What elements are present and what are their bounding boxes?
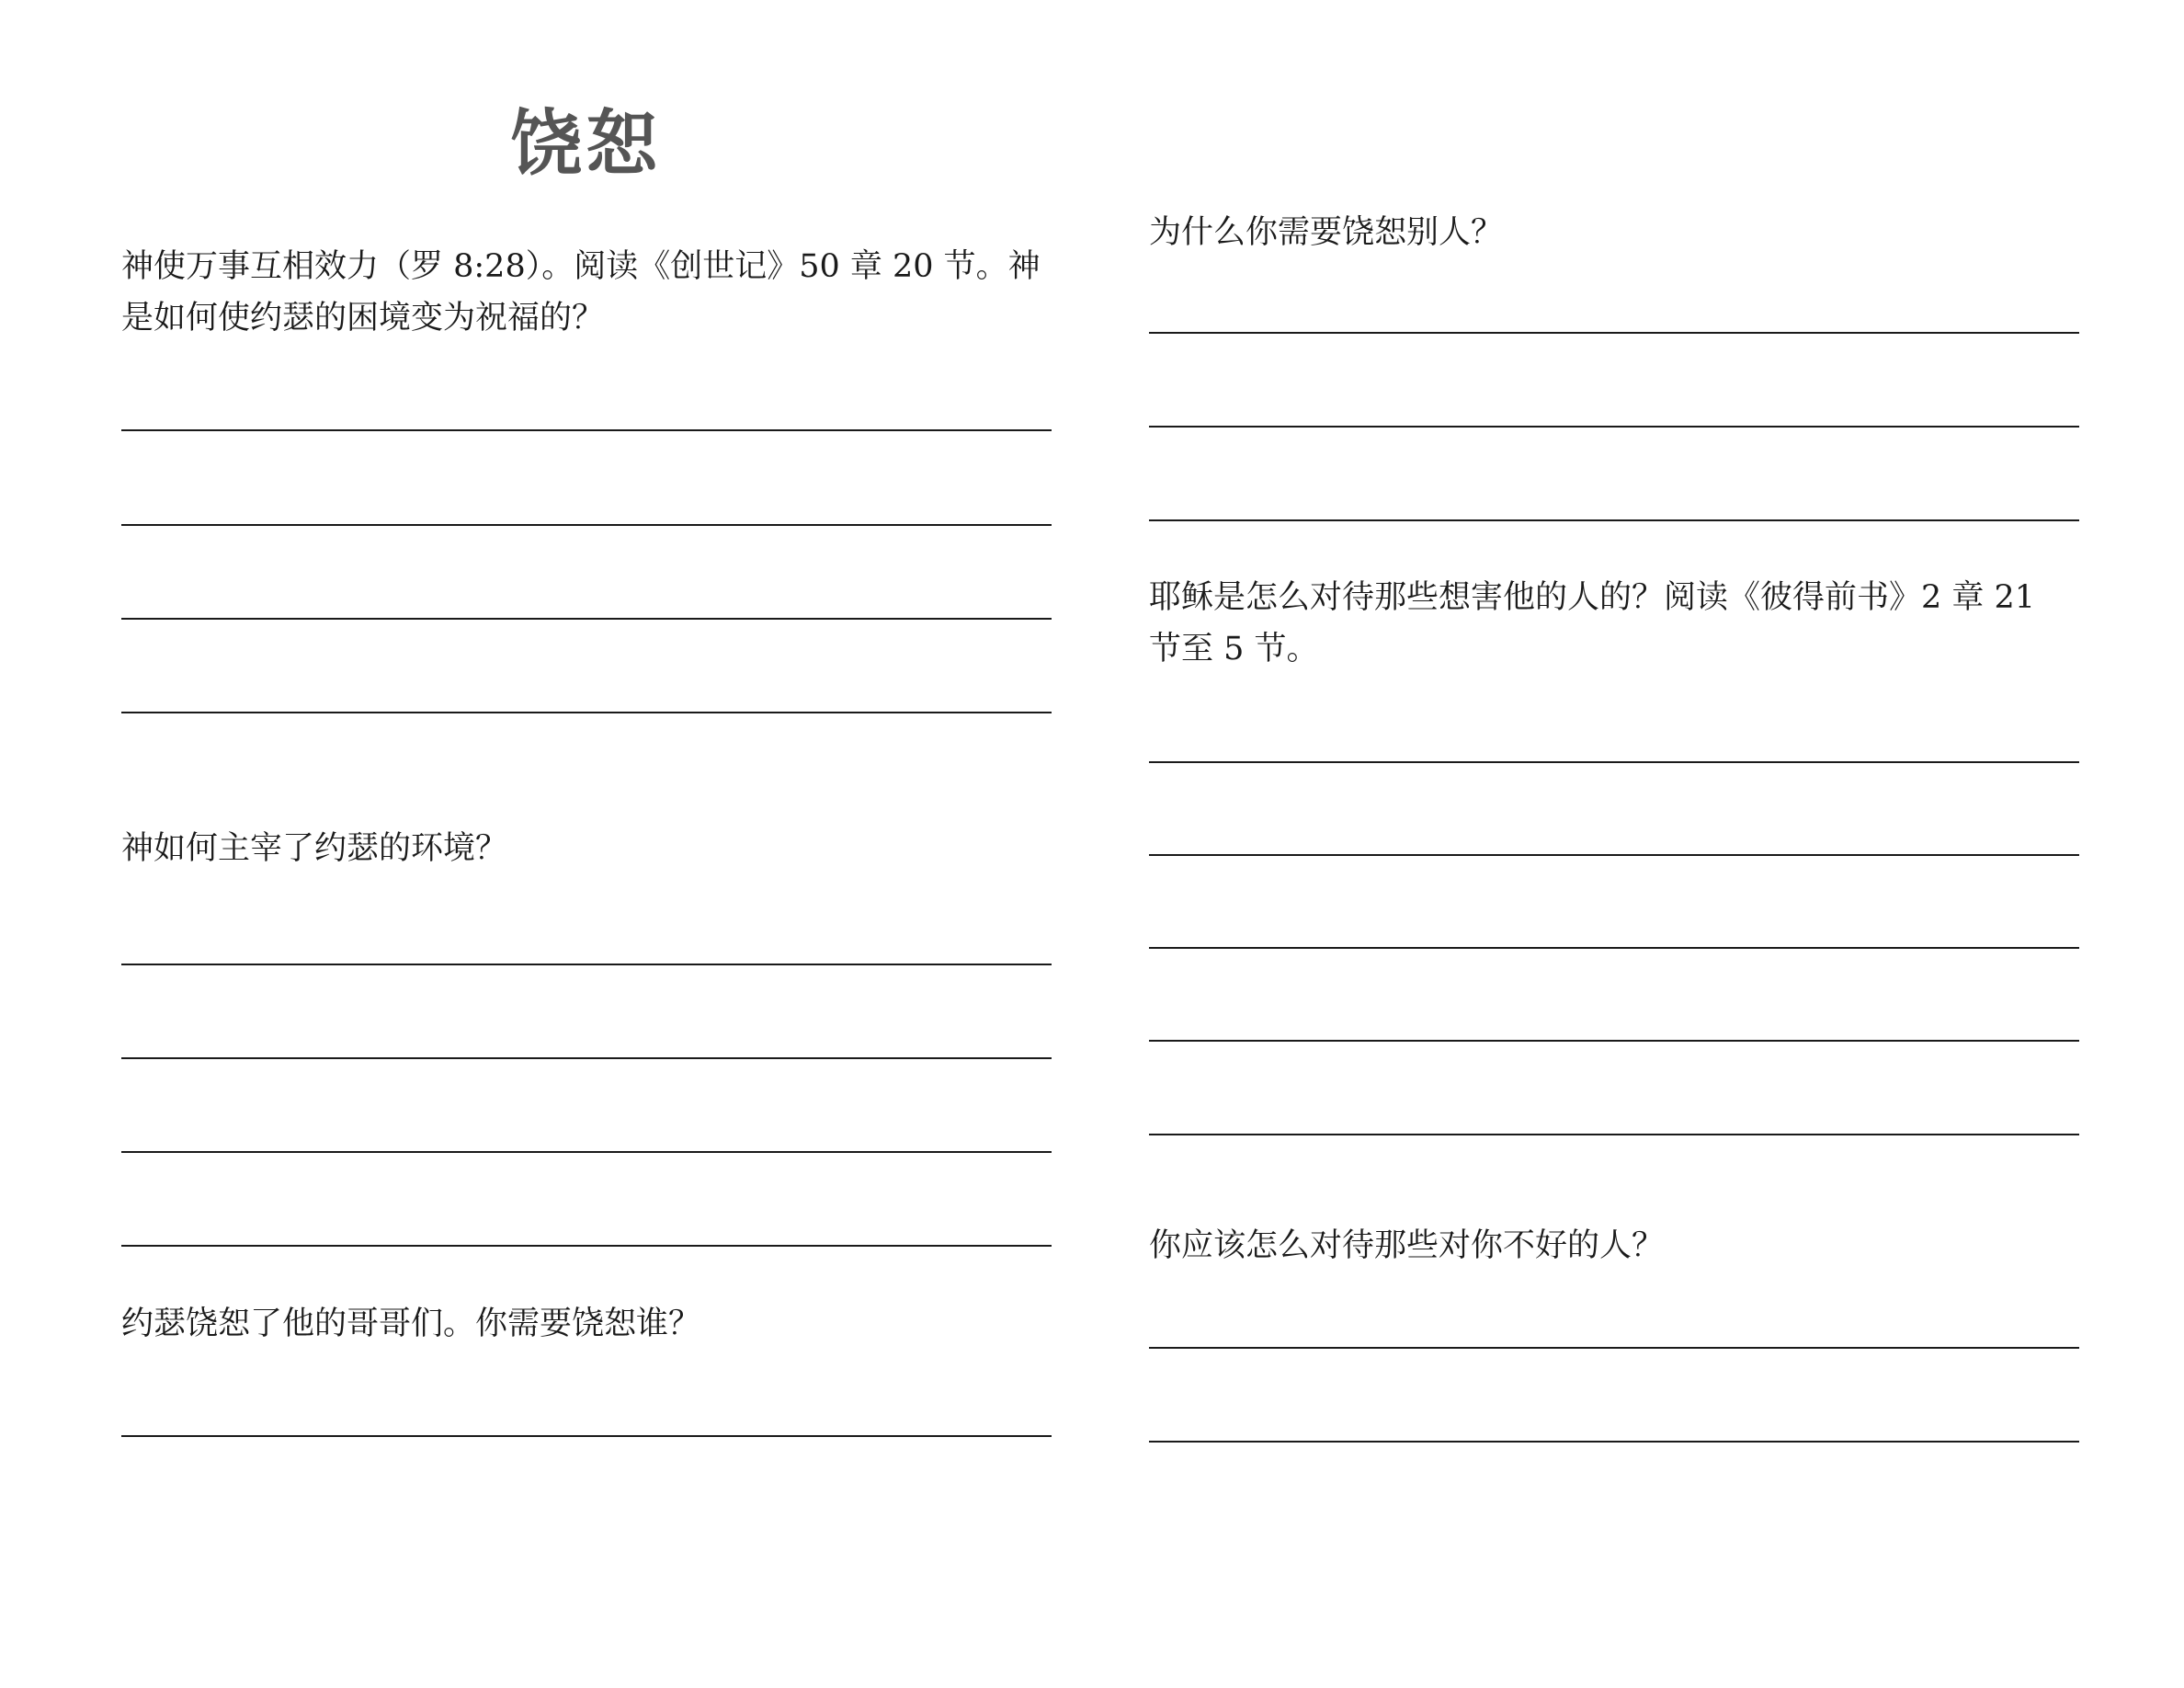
question-right-3: 你应该怎么对待那些对你不好的人？ xyxy=(1149,1227,1665,1264)
answer-line[interactable] xyxy=(121,1057,1052,1059)
answer-line[interactable] xyxy=(121,1435,1052,1437)
answer-line[interactable] xyxy=(1149,854,2079,856)
answer-line[interactable] xyxy=(1149,332,2079,334)
question-left-3: 约瑟饶恕了他的哥哥们。你需要饶恕谁？ xyxy=(121,1306,701,1342)
answer-line[interactable] xyxy=(1149,1134,2079,1135)
answer-line[interactable] xyxy=(121,524,1052,526)
worksheet-title: 饶恕 xyxy=(510,102,662,186)
answer-line[interactable] xyxy=(121,1151,1052,1153)
answer-line[interactable] xyxy=(121,618,1052,620)
answer-line[interactable] xyxy=(121,429,1052,431)
question-left-2: 神如何主宰了约瑟的环境？ xyxy=(121,830,508,867)
question-right-1: 为什么你需要饶恕别人？ xyxy=(1149,214,1504,251)
question-right-2: 耶稣是怎么对待那些想害他的人的？阅读《彼得前书》2 章 21 节至 5 节。 xyxy=(1149,579,2036,667)
answer-line[interactable] xyxy=(121,964,1052,965)
answer-line[interactable] xyxy=(1149,1347,2079,1349)
answer-line[interactable] xyxy=(1149,761,2079,763)
answer-line[interactable] xyxy=(1149,1441,2079,1443)
answer-line[interactable] xyxy=(1149,947,2079,949)
answer-line[interactable] xyxy=(1149,519,2079,521)
answer-line[interactable] xyxy=(121,1245,1052,1247)
answer-line[interactable] xyxy=(1149,1040,2079,1042)
answer-line[interactable] xyxy=(1149,426,2079,428)
answer-line[interactable] xyxy=(121,712,1052,713)
question-left-1: 神使万事互相效力（罗 8:28）。阅读《创世记》50 章 20 节。神是如何使约瑟的困境变为祝福的？ xyxy=(121,248,1041,336)
